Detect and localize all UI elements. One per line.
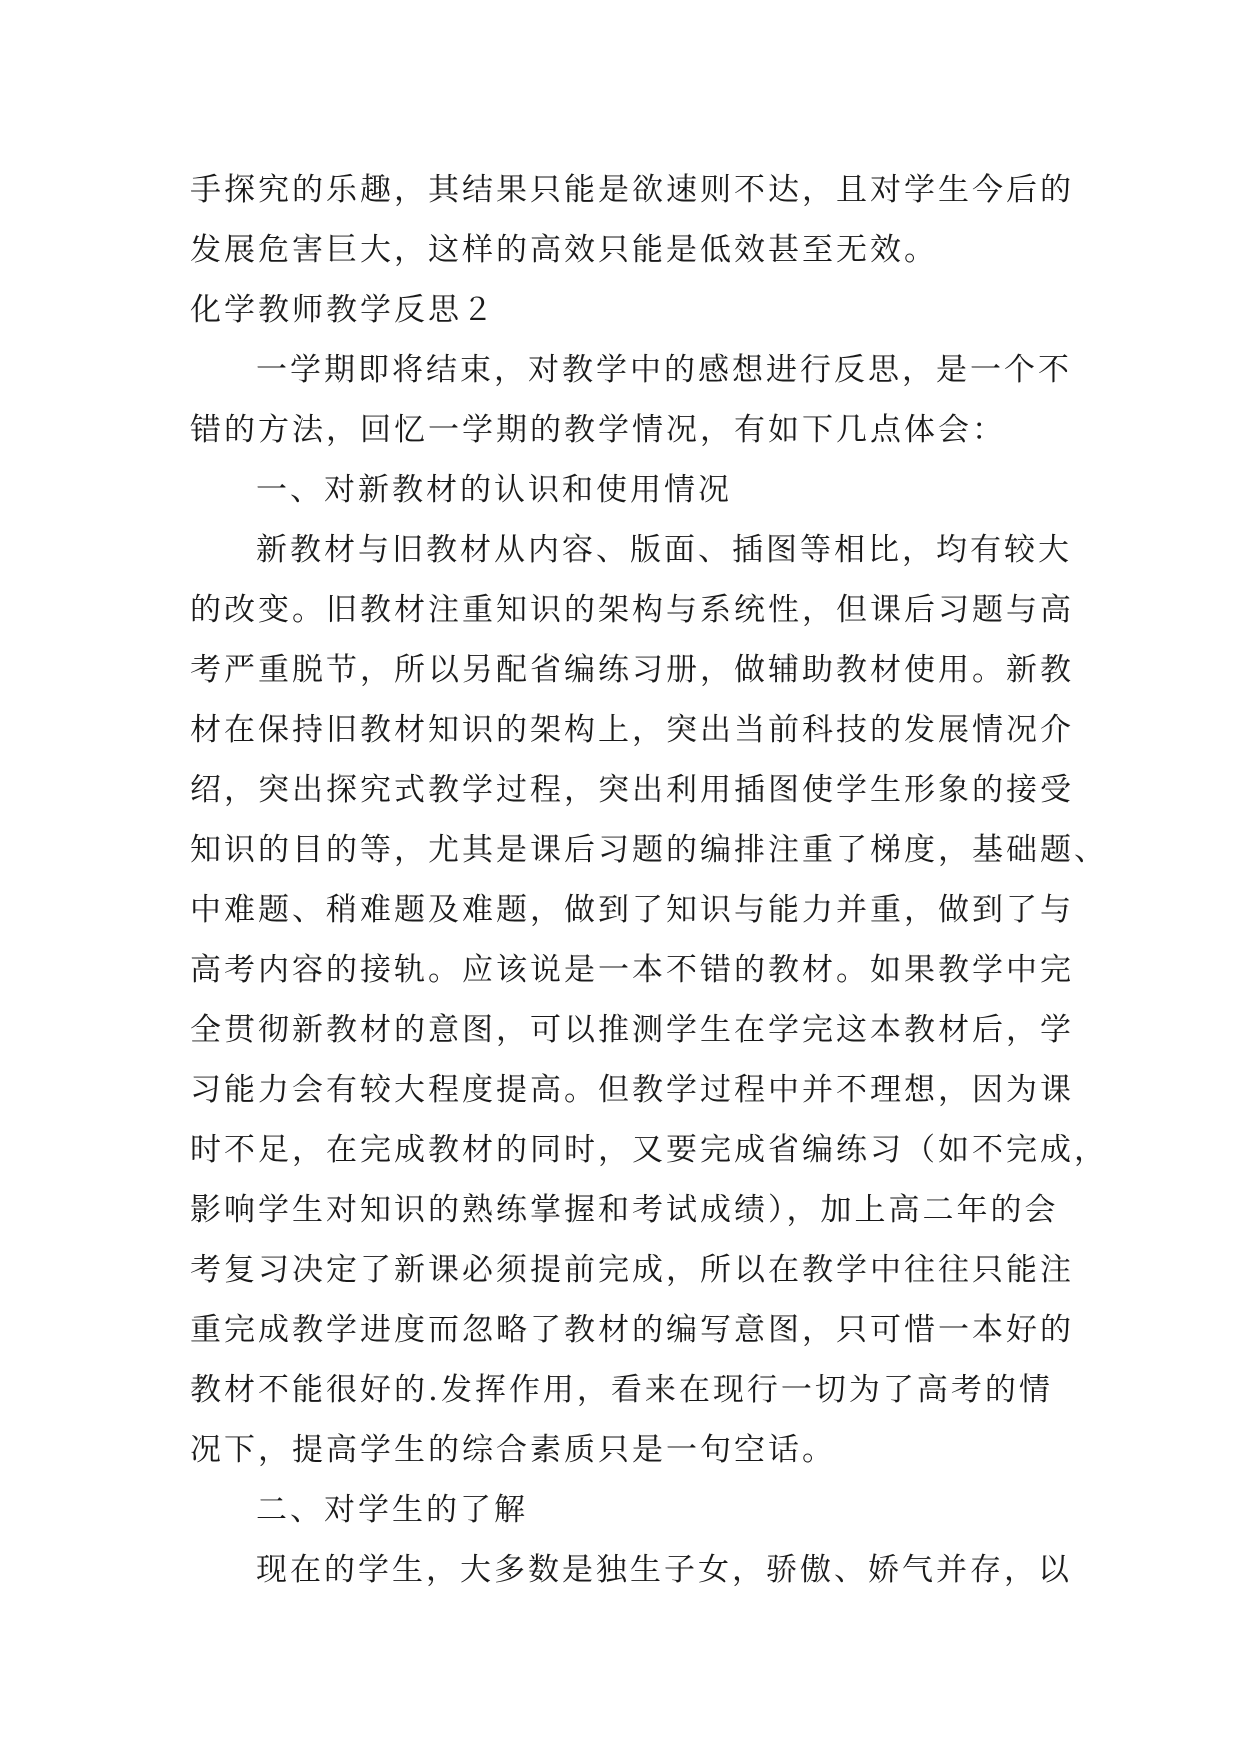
text-line: 时不足，在完成教材的同时，又要完成省编练习（如不完成， — [190, 1132, 1108, 1168]
section-title: 化学教师教学反思２ — [190, 292, 496, 328]
document-body — [190, 160, 1108, 1600]
text-line: 现在的学生，大多数是独生子女，骄傲、娇气并存，以 — [256, 1552, 1072, 1588]
text-line: 错的方法，回忆一学期的教学情况，有如下几点体会： — [190, 412, 1006, 448]
text-line: 考严重脱节，所以另配省编练习册，做辅助教材使用。新教 — [190, 652, 1074, 688]
text-line: 全贯彻新教材的意图，可以推测学生在学完这本教材后，学 — [190, 1012, 1074, 1048]
text-line: 的改变。旧教材注重知识的架构与系统性，但课后习题与高 — [190, 592, 1074, 628]
text-line: 重完成教学进度而忽略了教材的编写意图，只可惜一本好的 — [190, 1312, 1074, 1348]
text-line: 知识的目的等，尤其是课后习题的编排注重了梯度，基础题、 — [190, 832, 1108, 868]
text-line: 一学期即将结束，对教学中的感想进行反思，是一个不 — [256, 352, 1072, 388]
text-line: 习能力会有较大程度提高。但教学过程中并不理想，因为课 — [190, 1072, 1074, 1108]
text-line: 高考内容的接轨。应该说是一本不错的教材。如果教学中完 — [190, 952, 1074, 988]
text-line: 材在保持旧教材知识的架构上，突出当前科技的发展情况介 — [190, 712, 1074, 748]
text-line: 影响学生对知识的熟练掌握和考试成绩），加上高二年的会 — [190, 1192, 1059, 1228]
text-line: 中难题、稍难题及难题，做到了知识与能力并重，做到了与 — [190, 892, 1074, 928]
subsection-heading: 一、对新教材的认识和使用情况 — [256, 472, 732, 508]
text-line: 况下，提高学生的综合素质只是一句空话。 — [190, 1432, 836, 1468]
text-line: 绍，突出探究式教学过程，突出利用插图使学生形象的接受 — [190, 772, 1074, 808]
subsection-heading: 二、对学生的了解 — [256, 1492, 528, 1528]
text-line: 手探究的乐趣，其结果只能是欲速则不达，且对学生今后的 — [190, 172, 1074, 208]
text-line: 发展危害巨大，这样的高效只能是低效甚至无效。 — [190, 232, 938, 268]
text-line: 考复习决定了新课必须提前完成，所以在教学中往往只能注 — [190, 1252, 1074, 1288]
text-line: 教材不能很好的.发挥作用，看来在现行一切为了高考的情 — [190, 1372, 1053, 1408]
text-line: 新教材与旧教材从内容、版面、插图等相比，均有较大 — [256, 532, 1072, 568]
